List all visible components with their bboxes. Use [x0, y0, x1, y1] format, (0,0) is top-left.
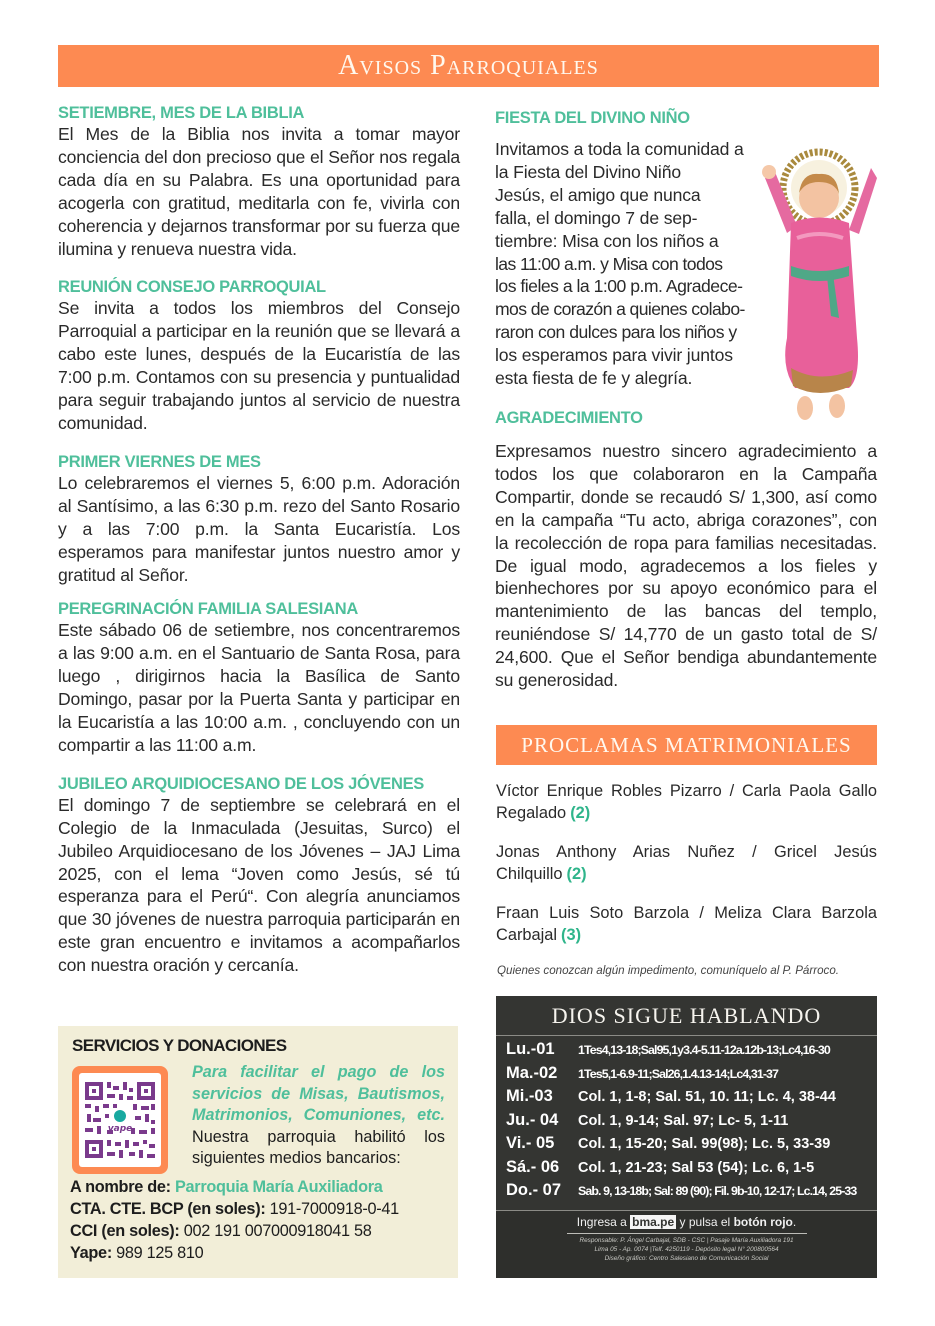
ingresa-mid: y pulsa el: [679, 1215, 731, 1229]
servicios-desc-em: Para facilitar el pago de los servicios de Misas, Bautismos, Matrimonios, Comuniones, etc.: [192, 1063, 445, 1124]
servicios-description: [192, 1062, 445, 1170]
page-title: Avisos Parroquiales: [338, 50, 599, 81]
section-heading: FIESTA DEL DIVINO NIÑO: [495, 109, 690, 127]
credit-line: Diseño gráfico: Centro Salesiano de Comunicación Social: [604, 1254, 769, 1262]
reading-ref: Sab. 9, 13-18b; Sal: 89 (90); Fil. 9b-10, 12-17; Lc.14, 25-33: [578, 1184, 857, 1198]
section-body: El Mes de la Biblia nos invita a tomar mayor conciencia del don precioso que el Señor nos regala cada día en su Palabra. Es una oportunidad para acogerla con gratitud, meditarla con fe, vivirla con coherencia y dejarnos transformar por su fuerza que ilumina y renueva nuestra vida.: [58, 124, 460, 259]
reading-day: Mi.-03: [506, 1087, 553, 1105]
reading-day: Do.- 07: [506, 1181, 562, 1199]
right-column: [495, 108, 877, 692]
boton-rojo-text: botón rojo: [733, 1215, 793, 1229]
qr-label: yape: [107, 1124, 133, 1134]
dios-footer: [496, 1210, 877, 1278]
section-mes-biblia: [58, 103, 460, 260]
dios-title: DIOS SIGUE HABLANDO: [496, 996, 877, 1036]
reading-day: Ju.- 04: [506, 1110, 559, 1129]
section-heading: PEREGRINACIÓN FAMILIA SALESIANA: [58, 600, 358, 619]
reading-ref: 1Tes5,1-6.9-11;Sal26,1.4.13-14;Lc4,31-37: [578, 1066, 779, 1081]
section-heading: JUBILEO ARQUIDIOCESANO DE LOS JÓVENES: [58, 774, 425, 793]
proclama-names: Fraan Luis Soto Barzola / Meliza Clara Barzola Carbajal: [496, 904, 877, 944]
reading-day: Ma.-02: [506, 1063, 558, 1082]
section-body: Expresamos nuestro sincero agradecimiento a todos los que colaboraron en la Campaña Compartir, donde se recaudó S/ 1,300, así como en la campaña “Tu acto, abriga corazones”, con la recolección de ropa para familias necesitadas. De igual modo, agradecemos a los fieles y bienhechores por su apoyo económico para el mantenimiento de las bancas del templo, reuniéndose S/ 14,770 de un gasto total de S/ 24,600. Que el Señor bendiga abundantemente su generosidad.: [495, 440, 877, 691]
left-column: [58, 103, 460, 994]
section-heading: SETIEMBRE, MES DE LA BIBLIA: [58, 104, 305, 122]
section-consejo-parroquial: [58, 277, 460, 434]
footer-divider: [567, 1233, 807, 1234]
proclama-names: Víctor Enrique Robles Pizarro / Carla Paola Gallo Regalado: [496, 782, 877, 822]
proclamas-list: [496, 780, 877, 963]
section-jubileo-jovenes: [58, 774, 460, 977]
proclama-count: (3): [561, 926, 582, 944]
body-line: los esperamos para vivir juntos: [495, 345, 733, 366]
reading-day: Sá.- 06: [506, 1157, 560, 1176]
section-body: Se invita a todos los miembros del Consejo Parroquial a participar en la reunión que se llevará a cabo este lunes, después de la Eucaristía de las 7:00 p.m. Contamos con su presencia y puntualidad para seguir trabajando juntos al servicio de nuestra comunidad.: [58, 298, 460, 433]
reading-day: Vi.- 05: [506, 1134, 555, 1152]
reading-row: [506, 1158, 869, 1182]
body-line: mos de corazón a quienes colabo-: [495, 299, 745, 320]
account-name-row: [70, 1176, 455, 1198]
cci-label: CCI (en soles):: [70, 1222, 180, 1240]
qr-container: [79, 1073, 161, 1167]
proclama-count: (2): [570, 804, 591, 822]
yape-value: 989 125 810: [116, 1244, 204, 1262]
section-body: Lo celebraremos el viernes 5, 6:00 p.m. Adoración al Santísimo, a las 6:30 p.m. rezo del Santo Rosario y a las 7:00 p.m. la Santa Eucaristía. Los esperamos para manifestar juntos nuestro amor y gratitud al Señor.: [58, 472, 460, 585]
readings-list: [496, 1036, 877, 1205]
section-heading: REUNIÓN CONSEJO PARROQUIAL: [58, 278, 326, 297]
cci-row: [70, 1220, 455, 1242]
proclamas-note: Quienes conozcan algún impedimento, comuníquelo al P. Párroco.: [497, 964, 840, 977]
servicios-title: SERVICIOS Y DONACIONES: [72, 1036, 287, 1055]
reading-ref: Col. 1, 15-20; Sal. 99(98); Lc. 5, 33-39: [578, 1136, 831, 1152]
section-divino-nino: [495, 108, 877, 390]
section-peregrinacion: [58, 599, 460, 756]
body-line: tiembre: Misa con los niños a: [495, 230, 719, 251]
reading-row: [506, 1040, 869, 1064]
cci-value: 002 191 007000918041 58: [183, 1222, 372, 1240]
yape-qr-code-icon[interactable]: [83, 1078, 157, 1162]
section-primer-viernes: [58, 452, 460, 587]
proclama-names: Jonas Anthony Arias Nuñez / Gricel Jesús Chilquillo: [496, 843, 877, 883]
cta-label: CTA. CTE. BCP (en soles):: [70, 1200, 266, 1218]
proclama-count: (2): [566, 865, 587, 883]
body-line: Invitamos a toda la comunidad a: [495, 139, 744, 159]
dios-sigue-hablando-panel: [496, 996, 877, 1278]
bma-link[interactable]: bma.pe: [632, 1215, 675, 1229]
servicios-desc-plain: Nuestra parroquia habilitó los siguientes medios bancarios:: [192, 1127, 445, 1167]
body-line: los fieles a la 1:00 p.m. Agradece-: [495, 276, 743, 297]
body-line: la Fiesta del Divino Niño: [495, 161, 681, 182]
section-heading: AGRADECIMIENTO: [495, 408, 643, 427]
page-banner: [58, 45, 879, 87]
account-name-label: A nombre de:: [70, 1178, 171, 1196]
cta-value: 191-7000918-0-41: [269, 1200, 399, 1218]
section-body: Este sábado 06 de setiembre, nos concentraremos a las 9:00 a.m. en el Santuario de Santa Rosa, para luego , dirigirnos hacia la Basílica de Santo Domingo, pasar por la Puerta Santa y participar en la Eucaristía a las 10:00 a.m. , concluyendo con un compartir a las 11:00 a.m.: [58, 620, 460, 755]
yape-row: [70, 1242, 455, 1264]
proclama-item: [496, 841, 877, 885]
reading-ref: 1Tes4,13-18;Sal95,1y3.4-5.11-12a.12b-13;Lc4,16-30: [578, 1043, 830, 1057]
bank-details: [70, 1176, 455, 1264]
reading-row: [506, 1087, 869, 1111]
credit-line: Responsable: P. Ángel Carbajal, SDB - CSC | Pasaje María Auxiliadora 191: [579, 1237, 794, 1244]
reading-ref: Col. 1, 9-14; Sal. 97; Lc- 5, 1-11: [578, 1112, 789, 1129]
reading-row: [506, 1181, 869, 1205]
reading-day: Lu.-01: [506, 1040, 555, 1058]
servicios-donaciones-panel: [58, 1026, 458, 1278]
body-line: las 11:00 a.m. y Misa con todos: [495, 253, 723, 274]
cta-row: [70, 1198, 455, 1220]
body-line: Jesús, el amigo que nunca: [495, 184, 701, 205]
credit-line: Lima 05 - Ap. 0074 |Telf. 4250119 - Depósito legal N° 200800564: [594, 1245, 779, 1253]
section-heading: PRIMER VIERNES DE MES: [58, 452, 261, 471]
divino-nino-statue-icon: [757, 138, 877, 428]
qr-frame: [72, 1066, 168, 1174]
credits: [496, 1237, 877, 1263]
ingresa-line: [496, 1215, 877, 1229]
reading-row: [506, 1064, 869, 1088]
section-body: El domingo 7 de septiembre se celebrará en el Colegio de la Inmaculada (Jesuitas, Surco) el Jubileo Arquidiocesano de los Jóvenes – JAJ Lima 2025, con el lema “Joven como Jesús, sé tú esperanza para el Perú“. Con alegría anunciamos que 30 jóvenes de nuestra parroquia participarán en este gran encuentro e invitamos a acompañarlos con nuestra oración y cercanía.: [58, 794, 460, 976]
reading-ref: Col. 1, 1-8; Sal. 51, 10. 11; Lc. 4, 38-44: [578, 1089, 836, 1105]
section-agradecimiento: [495, 408, 877, 692]
body-line: raron con dulces para los niños y: [495, 322, 737, 343]
yape-label: Yape:: [70, 1244, 112, 1262]
ingresa-pre: Ingresa a: [576, 1215, 627, 1229]
reading-ref: Col. 1, 21-23; Sal 53 (54); Lc. 6, 1-5: [578, 1159, 815, 1176]
body-line: esta fiesta de fe y alegría.: [495, 368, 693, 389]
reading-row: [506, 1134, 869, 1158]
account-name-value: Parroquia María Auxiliadora: [174, 1178, 383, 1196]
body-line: falla, el domingo 7 de sep-: [495, 207, 698, 228]
ingresa-end: .: [792, 1215, 797, 1229]
proclamas-title: PROCLAMAS MATRIMONIALES: [521, 733, 852, 757]
proclamas-banner: [496, 725, 877, 765]
proclama-item: [496, 780, 877, 824]
reading-row: [506, 1111, 869, 1135]
proclama-item: [496, 902, 877, 946]
